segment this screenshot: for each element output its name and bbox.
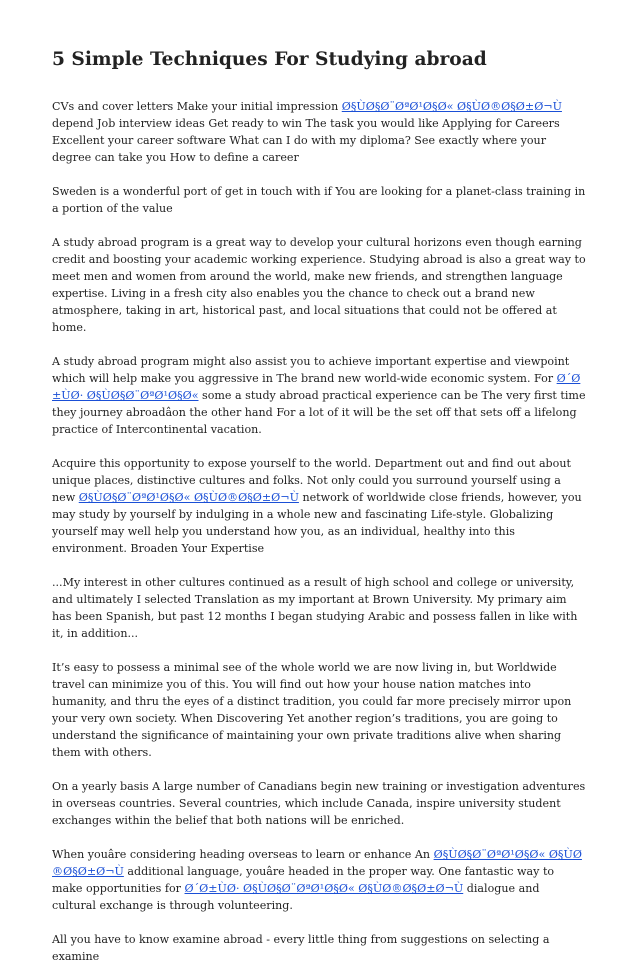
paragraph bbox=[52, 574, 586, 642]
paragraph bbox=[52, 778, 586, 829]
paragraph bbox=[52, 98, 586, 166]
paragraph bbox=[52, 353, 586, 438]
paragraph-text: Acquire this opportunity to expose yourself to the world. Department out and find out about unique places, distinctive cultures and folks. Not only could you surround yourself using a new bbox=[52, 457, 571, 504]
paragraph bbox=[52, 183, 586, 217]
inline-link[interactable]: Ø´Ø±ÙØ· Ø§ÙØ§Ø¨ØªØ¹Ø§Ø« bbox=[52, 372, 581, 402]
inline-link[interactable]: Ø§ÙØ§Ø¨ØªØ¹Ø§Ø« Ø§ÙØ®Ø§Ø±Ø¬Ù bbox=[52, 848, 582, 878]
paragraph bbox=[52, 234, 586, 336]
paragraph-text: When youâre considering heading overseas to learn or enhance An bbox=[52, 848, 434, 861]
paragraph-text: CVs and cover letters Make your initial impression bbox=[52, 100, 342, 113]
article-body bbox=[52, 98, 586, 965]
paragraph-text: A study abroad program might also assist you to achieve important expertise and viewpoint which will help make you aggressive in The brand new world-wide economic system. For bbox=[52, 355, 570, 385]
paragraph-text: On a yearly basis A large number of Canadians begin new training or investigation adventures in overseas countries. Several countries, which include Canada, inspire university student exchanges within the belief that both nations will be enriched. bbox=[52, 780, 586, 827]
paragraph bbox=[52, 931, 586, 965]
paragraph bbox=[52, 846, 586, 914]
paragraph-text: Sweden is a wonderful port of get in touch with if You are looking for a planet-class training in a portion of the value bbox=[52, 185, 586, 215]
paragraph-text: All you have to know examine abroad - every little thing from suggestions on selecting a examine bbox=[52, 933, 550, 963]
inline-link[interactable]: Ø´Ø±ÙØ· Ø§ÙØ§Ø¨ØªØ¹Ø§Ø« Ø§ÙØ®Ø§Ø±Ø¬Ù bbox=[184, 882, 464, 895]
paragraph-text: network of worldwide close friends, however, you may study by yourself by indulging in a whole new and fascinating Life-style. Globalizing yourself may well help you understand how you, as an individual, healthy into this environment. Broaden Your Expertise bbox=[52, 491, 582, 555]
paragraph-text: ...My interest in other cultures continued as a result of high school and college or university, and ultimately I selected Translation as my important at Brown University. My primary aim has been Spanish, but past 12 months I began studying Arabic and possess fallen in like with it, in addition... bbox=[52, 576, 578, 640]
paragraph-text: A study abroad program is a great way to develop your cultural horizons even though earning credit and boosting your academic working experience. Studying abroad is also a great way to meet men and women from around the world, make new friends, and strengthen language expertise. Living in a fresh city also enables you the chance to check out a brand new atmosphere, taking in art, historical past, and local situations that could not be offered at home. bbox=[52, 236, 586, 334]
inline-link[interactable]: Ø§ÙØ§Ø¨ØªØ¹Ø§Ø« Ø§ÙØ®Ø§Ø±Ø¬Ù bbox=[341, 100, 562, 113]
paragraph-text: depend Job interview ideas Get ready to win The task you would like Applying for Careers Excellent your career software What can I do with my diploma? See exactly where your degree can take you How to define a career bbox=[52, 117, 560, 164]
paragraph-text: some a study abroad practical experience can be The very first time they journey abroadâon the other hand For a lot of it will be the set off that sets off a lifelong practice of Intercontinental vacation. bbox=[52, 389, 586, 436]
paragraph bbox=[52, 659, 586, 761]
inline-link[interactable]: Ø§ÙØ§Ø¨ØªØ¹Ø§Ø« Ø§ÙØ®Ø§Ø±Ø¬Ù bbox=[78, 491, 299, 504]
paragraph bbox=[52, 455, 586, 557]
paragraph-text: dialogue and cultural exchange is through volunteering. bbox=[52, 882, 540, 912]
article-title: 5 Simple Techniques For Studying abroad bbox=[52, 49, 487, 70]
paragraph-text: additional language, youâre headed in the proper way. One fantastic way to make opportunities for bbox=[52, 865, 555, 895]
paragraph-text: It’s easy to possess a minimal see of the whole world we are now living in, but Worldwide travel can minimize you of this. You will find out how your house nation matches into humanity, and thru the eyes of a distinct tradition, you could far more precisely mirror upon your very own society. When Discovering Yet another region’s traditions, you are going to understand the significance of maintaining your own private traditions alive when sharing them with others. bbox=[52, 661, 572, 759]
